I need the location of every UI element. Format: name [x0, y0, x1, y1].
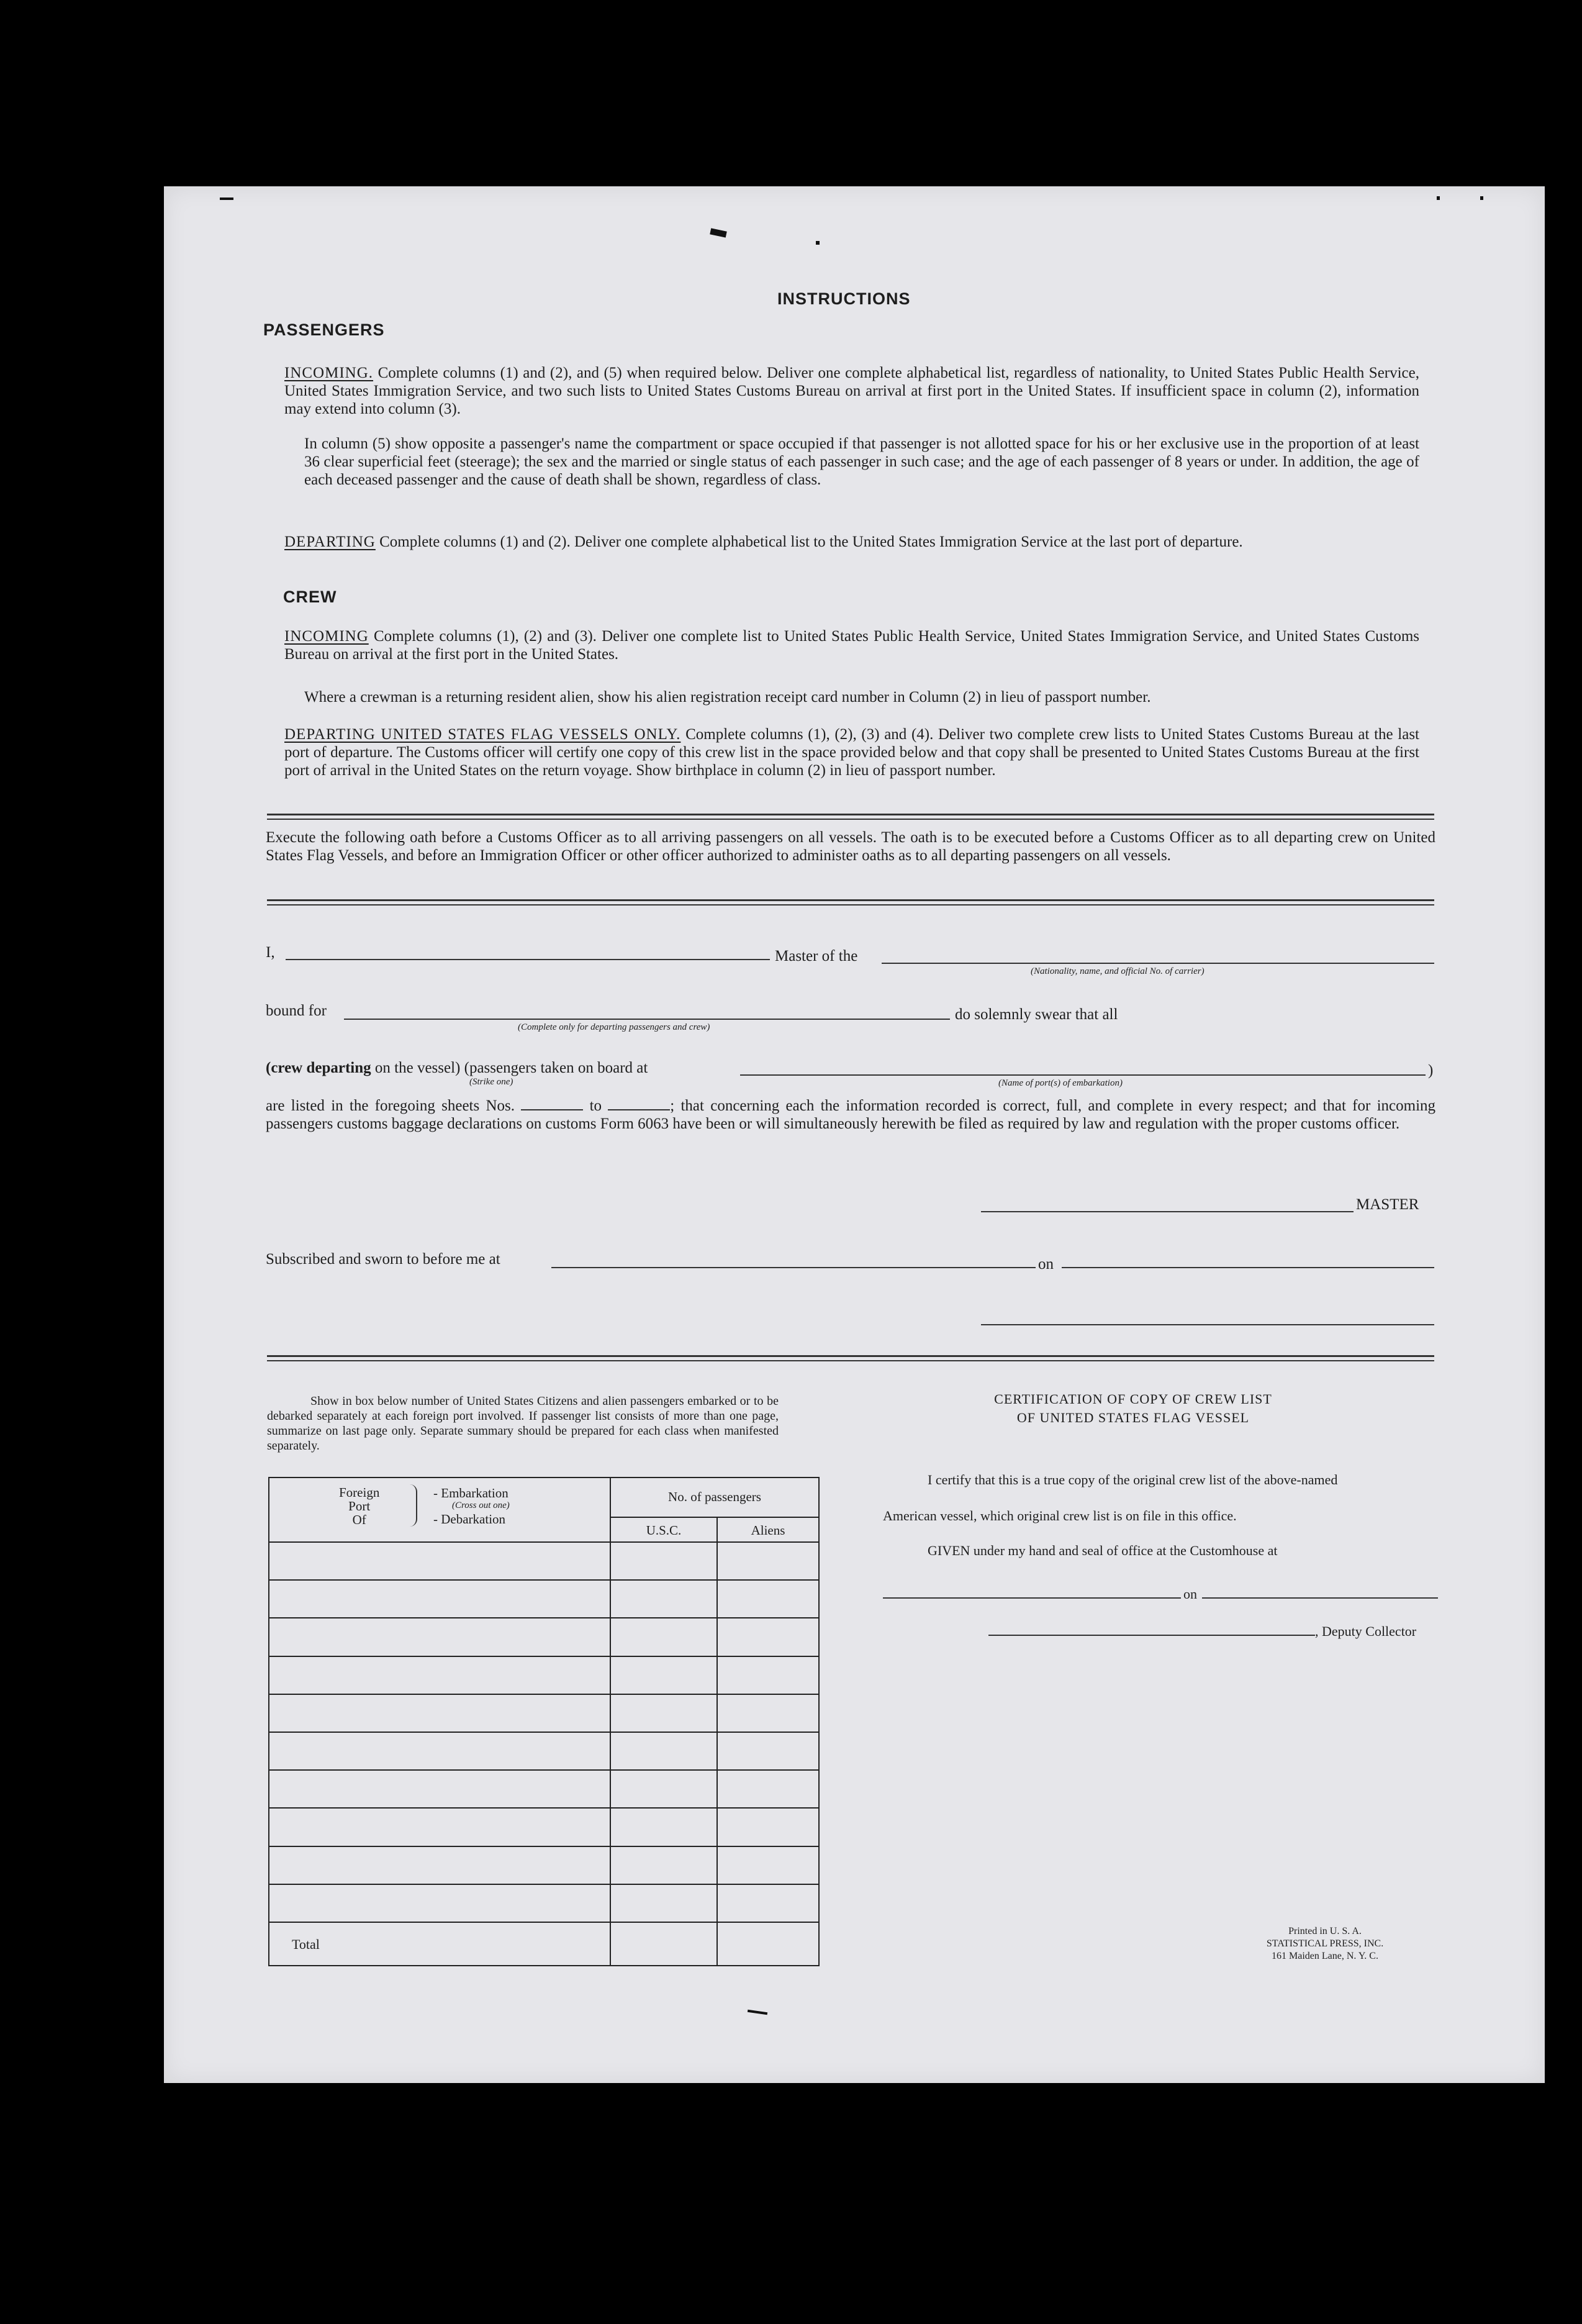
embarkation-option[interactable]: - Embarkation [433, 1486, 508, 1500]
printer-line1: Printed in U. S. A. [1288, 1926, 1362, 1936]
divider [267, 814, 1434, 820]
divider [267, 1355, 1434, 1361]
certification-text2: American vessel, which original crew list is on file in this office. [883, 1508, 1237, 1523]
passengers-departing-text: Complete columns (1) and (2). Deliver one complete alphabetical list to the United States Immigration Service at the last port of departure. [379, 533, 1243, 550]
foreign-port-of-label [339, 1486, 379, 1527]
oath-instruction: Execute the following oath before a Customs Officer as to all arriving passengers on all vessels. The oath is to be executed before a Customs Officer as to all departing crew on United States Flag Vessels, and before an Immigration Officer or other officer authorized to administer oaths as to all departing passengers on all vessels. [266, 829, 1435, 864]
speck [1480, 196, 1483, 200]
crew-incoming-text: Complete columns (1), (2) and (3). Deliver one complete list to United States Public Health Service, United States Immigration Service, and United States Customs Bureau on arrival at the first port in the United States. [284, 628, 1420, 663]
printer-imprint [1232, 1925, 1418, 1963]
document-page [164, 186, 1545, 2083]
usc-header: U.S.C. [646, 1523, 682, 1538]
passengers-departing-paragraph [284, 533, 1419, 551]
deputy-collector-label: , Deputy Collector [1315, 1623, 1417, 1639]
strike-one-caption: (Strike one) [469, 1077, 513, 1087]
subscribed-date-field[interactable] [1062, 1267, 1434, 1268]
crew-departing-paragraph [284, 725, 1419, 779]
speck [220, 197, 233, 200]
printer-line2: STATISTICAL PRESS, INC. [1266, 1938, 1384, 1949]
officer-signature-field[interactable] [981, 1324, 1434, 1325]
summary-instruction: Show in box below number of United States Citizens and alien passengers embarked or to be debarked separately at each foreign port involved. If passenger list consists of more than one page, summarize on last page only. Separate summary should be prepared for each class when manifested separately. [267, 1394, 779, 1453]
table-row-rule [269, 1617, 818, 1618]
debarkation-option[interactable]: - Debarkation [433, 1512, 506, 1527]
column-rule [610, 1541, 611, 1965]
sheet-to-field[interactable] [608, 1109, 670, 1110]
subscribed-label: Subscribed and sworn to before me at [266, 1251, 500, 1268]
of-word: Of [352, 1512, 366, 1527]
crew-passengers-line [266, 1060, 648, 1077]
speck [1437, 196, 1440, 200]
bound-for-caption: (Complete only for departing passengers and crew) [518, 1022, 710, 1032]
sheets-listed-paragraph [266, 1097, 1435, 1133]
port-word: Port [348, 1499, 371, 1514]
table-row-rule [269, 1807, 818, 1809]
subscribed-on-label: on [1038, 1256, 1054, 1273]
no-of-passengers-header: No. of passengers [668, 1489, 761, 1504]
crew-incoming-label: INCOMING [284, 628, 369, 645]
crew-departing-text: Complete columns (1), (2), (3) and (4). Deliver two complete crew lists to United States Customs Bureau at the last port of departure. The Customs officer will certify one copy of this crew list in the space provided below and that copy shall be presented to United States Customs Bureau at the first port of arrival in the United States on the return voyage. Show birthplace in column (2) in lieu of passport number. [284, 726, 1419, 779]
embarkation-port-field[interactable] [740, 1074, 1426, 1076]
cross-out-caption: (Cross out one) [452, 1500, 510, 1510]
passengers-column5-paragraph: In column (5) show opposite a passenger's name the compartment or space occupied if that passenger is not allotted space for his or her exclusive use in the proportion of at least 36 clear superficial feet (steerage); the sex and the married or single status of each passenger in such case; and the age of each passenger of 8 years or under. In addition, the age of each deceased passenger and the cause of death shall be shown, regardless of class. [304, 435, 1419, 488]
printer-line3: 161 Maiden Lane, N. Y. C. [1272, 1951, 1378, 1961]
carrier-field[interactable] [882, 963, 1434, 964]
brace [410, 1484, 417, 1527]
certification-title-line1: CERTIFICATION OF COPY OF CREW LIST [994, 1391, 1272, 1407]
master-of-the-label: Master of the [775, 948, 858, 965]
certification-text3: GIVEN under my hand and seal of office at the Customhouse at [928, 1543, 1278, 1558]
speck [710, 228, 727, 237]
header-rule [611, 1517, 818, 1518]
passengers-incoming-label: INCOMING. [284, 365, 374, 381]
table-row-rule [269, 1846, 818, 1847]
subscribed-place-field[interactable] [551, 1267, 1036, 1268]
bound-for-label: bound for [266, 1002, 327, 1019]
passengers-title: PASSENGERS [263, 320, 385, 339]
sheet-from-field[interactable] [521, 1109, 583, 1110]
certification-on: on [1183, 1586, 1197, 1602]
instructions-heading: INSTRUCTIONS [777, 289, 911, 308]
customhouse-field[interactable] [883, 1597, 1181, 1599]
on-vessel-text: on the vessel) [374, 1060, 461, 1076]
passenger-summary-table [268, 1477, 820, 1966]
crew-incoming-paragraph [284, 627, 1419, 663]
table-row-rule [269, 1769, 818, 1771]
crew-resident-paragraph: Where a crewman is a returning resident alien, show his alien registration receipt card number in Column (2) in lieu of passport number. [304, 689, 1151, 706]
table-row-rule [269, 1694, 818, 1695]
certification-date-field[interactable] [1202, 1597, 1438, 1599]
column-rule [716, 1517, 718, 1965]
certification-title [919, 1390, 1347, 1427]
port-header [269, 1478, 611, 1541]
crew-title: CREW [283, 588, 337, 606]
bound-for-field[interactable] [344, 1019, 950, 1020]
certification-title-line2: OF UNITED STATES FLAG VESSEL [1016, 1410, 1250, 1425]
swear-text: do solemnly swear that all [955, 1006, 1118, 1023]
table-row-rule [269, 1884, 818, 1885]
master-signature-field[interactable] [981, 1211, 1354, 1212]
foreign-word: Foreign [339, 1485, 380, 1500]
table-row-rule [269, 1656, 818, 1657]
passengers-departing-label: DEPARTING [284, 533, 376, 550]
table-row-rule [269, 1922, 818, 1923]
aliens-header: Aliens [751, 1523, 785, 1538]
table-row-rule [269, 1732, 818, 1733]
listed-in-text: are listed in the foregoing sheets Nos. [266, 1097, 515, 1114]
certification-text1: I certify that this is a true copy of the original crew list of the above-named [928, 1472, 1338, 1487]
listed-rest-text: ; that concerning each the information recorded is correct, full, and complete in every respect; and that for incoming passengers customs baggage declarations on customs Form 6063 have been or will simultaneously herewith be filed as required by law and regulation with the proper customs officer. [266, 1097, 1436, 1132]
crew-departing-label: DEPARTING UNITED STATES FLAG VESSELS ONLY. [284, 726, 681, 743]
table-row-rule [269, 1579, 818, 1581]
passengers-incoming-text: Complete columns (1) and (2), and (5) when required below. Deliver one complete alphabetical list, regardless of nationality, to United States Public Health Service, United States Immigration Service, and two such lists to United States Customs Bureau on arrival at first port in the United States. If insufficient space in column (2), information may extend into column (3). [284, 365, 1420, 417]
port-caption: (Name of port(s) of embarkation) [998, 1078, 1123, 1088]
master-name-field[interactable] [286, 959, 770, 960]
master-label: MASTER [1356, 1196, 1419, 1213]
passengers-taken-option[interactable]: (passengers taken on board at [464, 1060, 648, 1076]
divider [267, 899, 1434, 906]
total-label: Total [292, 1936, 320, 1952]
close-paren: ) [1428, 1062, 1434, 1079]
header-bottom-rule [269, 1541, 818, 1543]
deputy-collector-field[interactable] [988, 1635, 1315, 1636]
crew-departing-option[interactable]: (crew departing [266, 1060, 371, 1076]
to-text: to [589, 1097, 602, 1114]
oath-i: I, [266, 944, 275, 961]
passengers-incoming-paragraph [284, 364, 1419, 418]
speck [748, 2010, 767, 2015]
carrier-caption: (Nationality, name, and official No. of carrier) [1031, 966, 1205, 976]
speck [816, 241, 820, 245]
